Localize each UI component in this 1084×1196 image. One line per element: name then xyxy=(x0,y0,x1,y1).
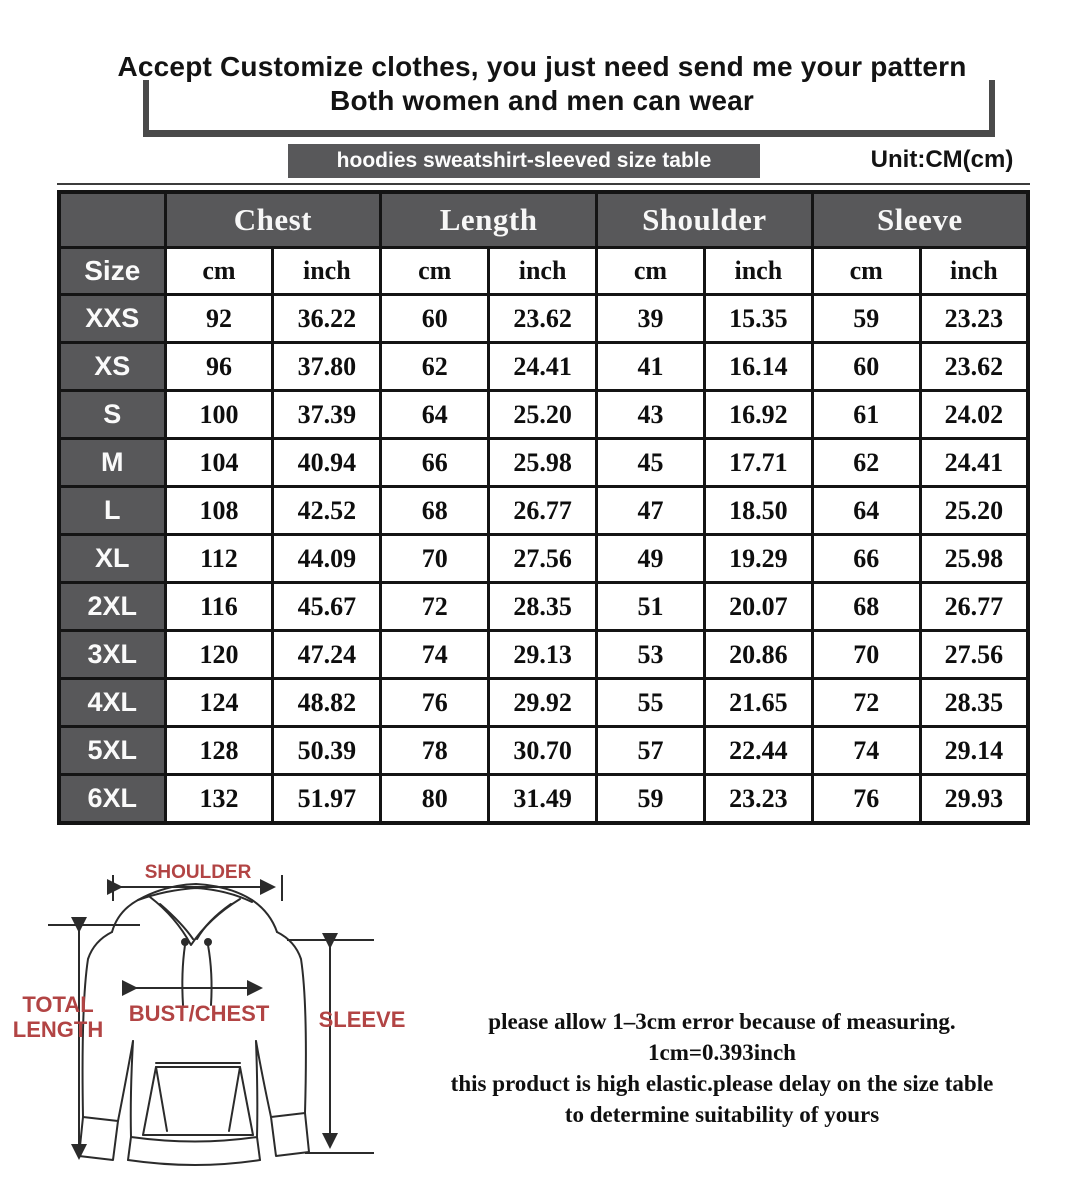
size-value-cell: 120 xyxy=(165,631,273,679)
size-value-cell: 27.56 xyxy=(489,535,597,583)
row-size-label: 5XL xyxy=(59,727,165,775)
unit-header-cm: cm xyxy=(381,248,489,295)
size-value-cell: 15.35 xyxy=(704,295,812,343)
size-value-cell: 116 xyxy=(165,583,273,631)
size-value-cell: 23.62 xyxy=(920,343,1028,391)
size-value-cell: 59 xyxy=(597,775,705,824)
size-value-cell: 23.62 xyxy=(489,295,597,343)
hoodie-measurement-diagram xyxy=(0,855,440,1196)
row-size-label: S xyxy=(59,391,165,439)
size-value-cell: 27.56 xyxy=(920,631,1028,679)
size-value-cell: 49 xyxy=(597,535,705,583)
unit-header-cm: cm xyxy=(597,248,705,295)
unit-header-inch: inch xyxy=(704,248,812,295)
size-value-cell: 62 xyxy=(381,343,489,391)
size-value-cell: 59 xyxy=(812,295,920,343)
table-row xyxy=(59,775,1028,824)
unit-label: Unit:CM(cm) xyxy=(870,146,1014,173)
size-value-cell: 21.65 xyxy=(704,679,812,727)
table-row xyxy=(59,583,1028,631)
row-size-label: 3XL xyxy=(59,631,165,679)
measurement-notes xyxy=(386,1006,1058,1130)
unit-header-cm: cm xyxy=(812,248,920,295)
group-header-shoulder: Shoulder xyxy=(597,192,813,248)
size-value-cell: 48.82 xyxy=(273,679,381,727)
unit-header-cm: cm xyxy=(165,248,273,295)
size-value-cell: 25.20 xyxy=(489,391,597,439)
row-size-label: 2XL xyxy=(59,583,165,631)
size-value-cell: 45.67 xyxy=(273,583,381,631)
size-value-cell: 61 xyxy=(812,391,920,439)
size-value-cell: 17.71 xyxy=(704,439,812,487)
size-value-cell: 64 xyxy=(381,391,489,439)
size-value-cell: 28.35 xyxy=(489,583,597,631)
row-size-label: 4XL xyxy=(59,679,165,727)
table-row xyxy=(59,439,1028,487)
note-line-1: please allow 1–3cm error because of measuring. xyxy=(488,1009,956,1034)
size-value-cell: 96 xyxy=(165,343,273,391)
size-value-cell: 16.92 xyxy=(704,391,812,439)
size-value-cell: 22.44 xyxy=(704,727,812,775)
size-value-cell: 60 xyxy=(812,343,920,391)
table-top-rule xyxy=(57,183,1030,185)
size-value-cell: 42.52 xyxy=(273,487,381,535)
size-table xyxy=(57,190,1030,825)
size-value-cell: 29.92 xyxy=(489,679,597,727)
size-value-cell: 104 xyxy=(165,439,273,487)
unit-header-inch: inch xyxy=(920,248,1028,295)
table-row xyxy=(59,343,1028,391)
size-value-cell: 47.24 xyxy=(273,631,381,679)
table-row xyxy=(59,679,1028,727)
table-corner-cell xyxy=(59,192,165,248)
size-value-cell: 92 xyxy=(165,295,273,343)
size-value-cell: 74 xyxy=(812,727,920,775)
size-value-cell: 28.35 xyxy=(920,679,1028,727)
size-value-cell: 76 xyxy=(812,775,920,824)
size-value-cell: 70 xyxy=(381,535,489,583)
size-value-cell: 66 xyxy=(381,439,489,487)
size-value-cell: 80 xyxy=(381,775,489,824)
size-value-cell: 128 xyxy=(165,727,273,775)
size-value-cell: 19.29 xyxy=(704,535,812,583)
size-value-cell: 29.13 xyxy=(489,631,597,679)
size-value-cell: 100 xyxy=(165,391,273,439)
size-value-cell: 51 xyxy=(597,583,705,631)
size-value-cell: 26.77 xyxy=(489,487,597,535)
size-value-cell: 45 xyxy=(597,439,705,487)
size-value-cell: 51.97 xyxy=(273,775,381,824)
table-row xyxy=(59,535,1028,583)
size-value-cell: 25.20 xyxy=(920,487,1028,535)
size-value-cell: 53 xyxy=(597,631,705,679)
note-line-3: this product is high elastic.please delay on the size table xyxy=(450,1071,994,1096)
size-value-cell: 20.07 xyxy=(704,583,812,631)
size-value-cell: 68 xyxy=(381,487,489,535)
size-value-cell: 37.80 xyxy=(273,343,381,391)
size-value-cell: 16.14 xyxy=(704,343,812,391)
row-size-label: XL xyxy=(59,535,165,583)
row-size-label: XXS xyxy=(59,295,165,343)
sleeve-label: SLEEVE xyxy=(318,1007,406,1032)
note-line-4: to determine suitability of yours xyxy=(564,1102,880,1127)
size-value-cell: 66 xyxy=(812,535,920,583)
size-value-cell: 24.41 xyxy=(920,439,1028,487)
size-value-cell: 47 xyxy=(597,487,705,535)
size-value-cell: 60 xyxy=(381,295,489,343)
size-value-cell: 76 xyxy=(381,679,489,727)
header-line-1: Accept Customize clothes, you just need send me your pattern xyxy=(117,51,967,82)
size-value-cell: 29.93 xyxy=(920,775,1028,824)
size-value-cell: 36.22 xyxy=(273,295,381,343)
size-value-cell: 44.09 xyxy=(273,535,381,583)
size-value-cell: 124 xyxy=(165,679,273,727)
size-value-cell: 112 xyxy=(165,535,273,583)
table-row xyxy=(59,727,1028,775)
size-value-cell: 74 xyxy=(381,631,489,679)
size-value-cell: 31.49 xyxy=(489,775,597,824)
header-text xyxy=(92,50,992,118)
note-line-2: 1cm=0.393inch xyxy=(648,1040,796,1065)
unit-header-row xyxy=(59,248,1028,295)
unit-header-inch: inch xyxy=(489,248,597,295)
size-value-cell: 108 xyxy=(165,487,273,535)
row-size-label: M xyxy=(59,439,165,487)
bust-chest-label: BUST/CHEST xyxy=(128,1001,270,1026)
size-value-cell: 50.39 xyxy=(273,727,381,775)
size-value-cell: 72 xyxy=(381,583,489,631)
size-value-cell: 62 xyxy=(812,439,920,487)
size-value-cell: 64 xyxy=(812,487,920,535)
size-value-cell: 25.98 xyxy=(920,535,1028,583)
table-row xyxy=(59,295,1028,343)
size-value-cell: 23.23 xyxy=(920,295,1028,343)
table-row xyxy=(59,391,1028,439)
size-value-cell: 23.23 xyxy=(704,775,812,824)
size-value-cell: 26.77 xyxy=(920,583,1028,631)
size-column-header: Size xyxy=(59,248,165,295)
unit-header-inch: inch xyxy=(273,248,381,295)
row-size-label: XS xyxy=(59,343,165,391)
header-line-2: Both women and men can wear xyxy=(330,85,754,116)
size-value-cell: 55 xyxy=(597,679,705,727)
row-size-label: 6XL xyxy=(59,775,165,824)
row-size-label: L xyxy=(59,487,165,535)
size-value-cell: 43 xyxy=(597,391,705,439)
table-row xyxy=(59,487,1028,535)
size-value-cell: 24.41 xyxy=(489,343,597,391)
size-value-cell: 72 xyxy=(812,679,920,727)
size-value-cell: 25.98 xyxy=(489,439,597,487)
size-value-cell: 57 xyxy=(597,727,705,775)
size-value-cell: 18.50 xyxy=(704,487,812,535)
table-title-banner: hoodies sweatshirt-sleeved size table xyxy=(288,144,760,178)
size-value-cell: 37.39 xyxy=(273,391,381,439)
size-value-cell: 68 xyxy=(812,583,920,631)
size-value-cell: 70 xyxy=(812,631,920,679)
size-value-cell: 78 xyxy=(381,727,489,775)
size-value-cell: 30.70 xyxy=(489,727,597,775)
size-value-cell: 40.94 xyxy=(273,439,381,487)
group-header-sleeve: Sleeve xyxy=(812,192,1028,248)
group-header-chest: Chest xyxy=(165,192,381,248)
total-length-label-line1: TOTAL xyxy=(22,992,94,1017)
group-header-length: Length xyxy=(381,192,597,248)
group-header-row xyxy=(59,192,1028,248)
size-value-cell: 41 xyxy=(597,343,705,391)
size-value-cell: 132 xyxy=(165,775,273,824)
size-value-cell: 39 xyxy=(597,295,705,343)
total-length-label-line2: LENGTH xyxy=(12,1017,104,1042)
size-value-cell: 20.86 xyxy=(704,631,812,679)
size-value-cell: 24.02 xyxy=(920,391,1028,439)
shoulder-label: SHOULDER xyxy=(144,862,252,883)
size-value-cell: 29.14 xyxy=(920,727,1028,775)
table-row xyxy=(59,631,1028,679)
